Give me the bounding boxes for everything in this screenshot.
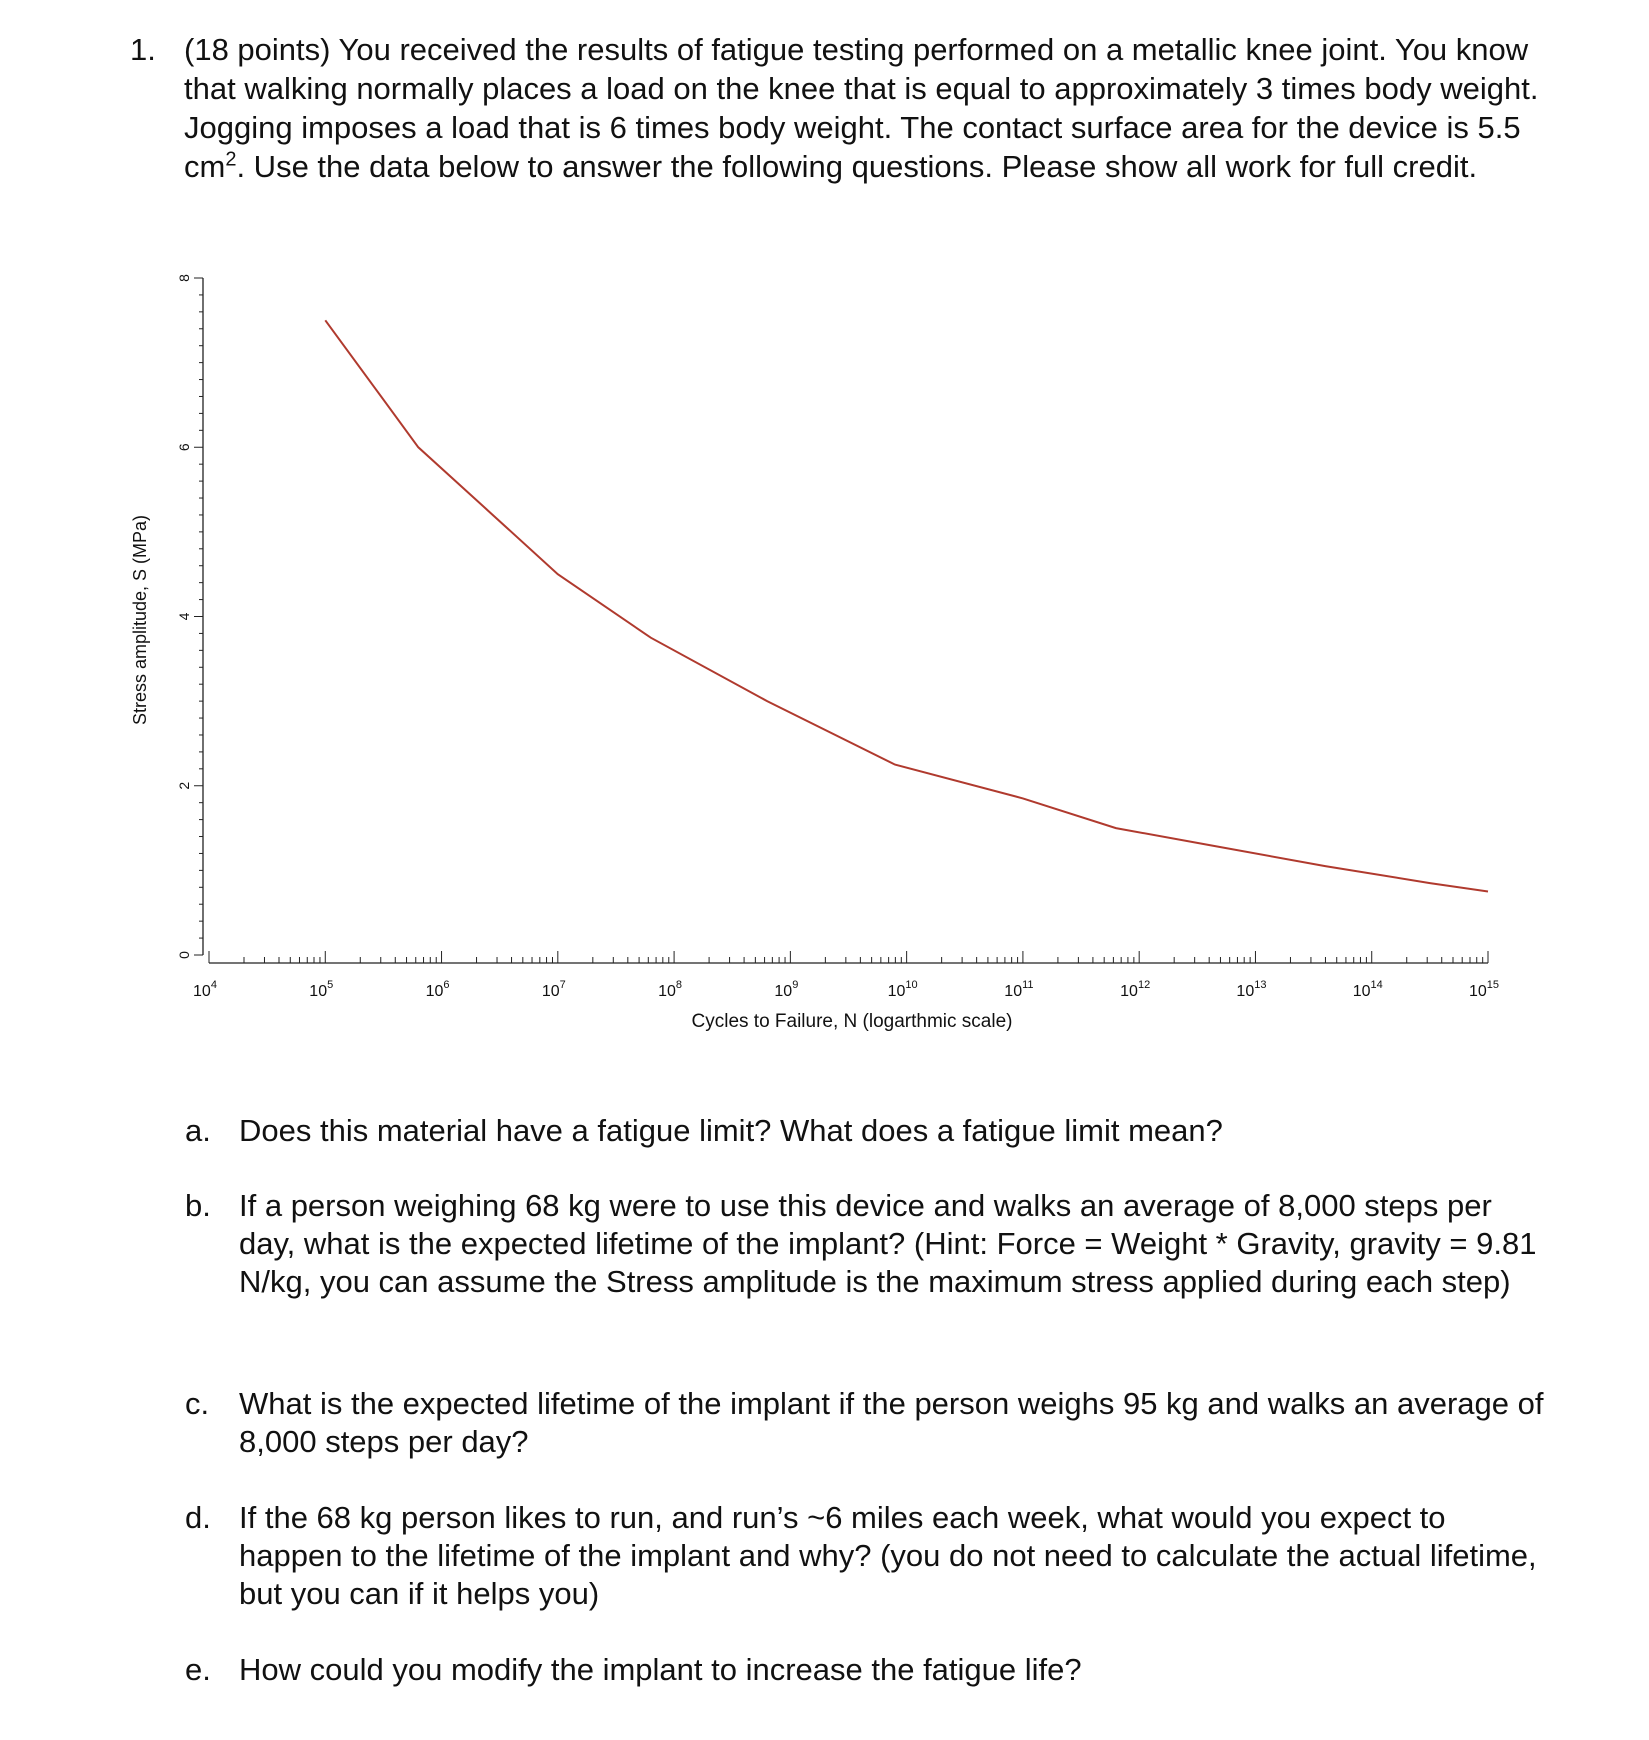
subquestion-text: How could you modify the implant to increase the fatigue life? — [239, 1652, 1082, 1687]
x-tick-label — [1469, 979, 1499, 1000]
y-axis — [176, 274, 203, 959]
x-tick-label — [1120, 979, 1150, 1000]
x-tick-base: 10 — [658, 983, 676, 1000]
x-tick-label — [309, 979, 333, 1000]
x-tick-base: 10 — [541, 983, 560, 1000]
x-tick-base: 10 — [1120, 983, 1138, 1000]
question-intro-text: (18 points) You received the results of fatigue testing performed on a metallic knee joint. You know that walking normally places a load on the knee that is equal to approximately 3 times body weight. Jogging imposes a load that is 6 times body weight. The contact surface area for the device is 5.5 cm — [184, 32, 1539, 184]
subquestion-text: Does this material have a fatigue limit? What does a fatigue limit mean? — [239, 1113, 1223, 1148]
x-tick-base: 10 — [774, 983, 793, 1000]
y-axis-label: Stress amplitude, S (MPa) — [130, 514, 150, 726]
question-number: 1. — [130, 32, 156, 67]
subquestion-text: What is the expected lifetime of the implant if the person weighs 95 kg and walks an average of 8,000 steps per day? — [239, 1386, 1544, 1459]
x-tick-label — [1236, 979, 1266, 1000]
question-intro-text-2: . Use the data below to answer the following questions. Please show all work for full credit. — [236, 149, 1478, 184]
subquestion-label: a. — [185, 1113, 211, 1148]
x-tick-exponent: 13 — [1254, 979, 1267, 991]
x-tick-exponent: 15 — [1486, 979, 1500, 991]
x-tick-label — [888, 979, 918, 1000]
subquestion-label: d. — [185, 1500, 211, 1535]
x-tick-label — [542, 979, 566, 1000]
y-tick-label: 4 — [176, 612, 192, 621]
subquestion-text: If a person weighing 68 kg were to use this device and walks an average of 8,000 steps per day, what is the expected lifetime of the implant? (Hint: Force = Weight * Gravity, gravity = 9.81 N/kg, you can assume the Stress amplitude is the maximum stress applied during each step) — [239, 1188, 1537, 1299]
x-tick-base: 10 — [1236, 983, 1255, 1000]
x-tick-base: 10 — [425, 983, 444, 1000]
x-tick-label — [193, 979, 217, 1000]
y-tick-label: 0 — [176, 951, 192, 959]
x-tick-exponent: 10 — [905, 979, 918, 991]
y-tick-label: 8 — [176, 274, 192, 282]
y-tick-label: 6 — [176, 443, 192, 452]
subquestion-label: e. — [185, 1652, 211, 1687]
x-tick-base: 10 — [193, 983, 211, 1000]
series-group — [325, 320, 1488, 891]
subquestion-label: c. — [185, 1386, 210, 1421]
series-line-sn-curve — [325, 320, 1488, 891]
x-tick-base: 10 — [1468, 983, 1487, 1000]
x-tick-label — [426, 979, 450, 1000]
x-tick-base: 10 — [887, 983, 906, 1000]
x-tick-exponent: 5 — [327, 979, 334, 991]
x-tick-label — [1004, 979, 1033, 1000]
x-tick-base: 10 — [1004, 983, 1023, 1000]
x-tick-base: 10 — [1352, 983, 1371, 1000]
y-tick-label: 2 — [176, 781, 192, 790]
x-tick-label — [1353, 979, 1383, 1000]
superscript-2: 2 — [225, 148, 237, 171]
x-tick-label — [658, 979, 682, 1000]
x-tick-exponent: 11 — [1022, 979, 1034, 991]
x-tick-exponent: 6 — [443, 979, 450, 991]
x-tick-exponent: 8 — [675, 979, 683, 991]
subquestion-label: b. — [185, 1188, 211, 1223]
x-tick-exponent: 7 — [559, 979, 566, 991]
x-tick-label — [774, 979, 798, 1000]
subquestion-text: If the 68 kg person likes to run, and run’s ~6 miles each week, what would you expect to happen to the lifetime of the implant and why? (you do not need to calculate the actual lifetime, but you can if it helps you) — [239, 1500, 1537, 1611]
x-tick-base: 10 — [309, 983, 328, 1000]
x-tick-exponent: 14 — [1370, 979, 1383, 991]
x-axis — [193, 951, 1499, 1000]
x-tick-exponent: 9 — [792, 979, 799, 991]
x-axis-label: Cycles to Failure, N (logarthmic scale) — [691, 1011, 1013, 1032]
x-tick-exponent: 12 — [1137, 979, 1151, 991]
x-tick-exponent: 4 — [210, 979, 217, 991]
